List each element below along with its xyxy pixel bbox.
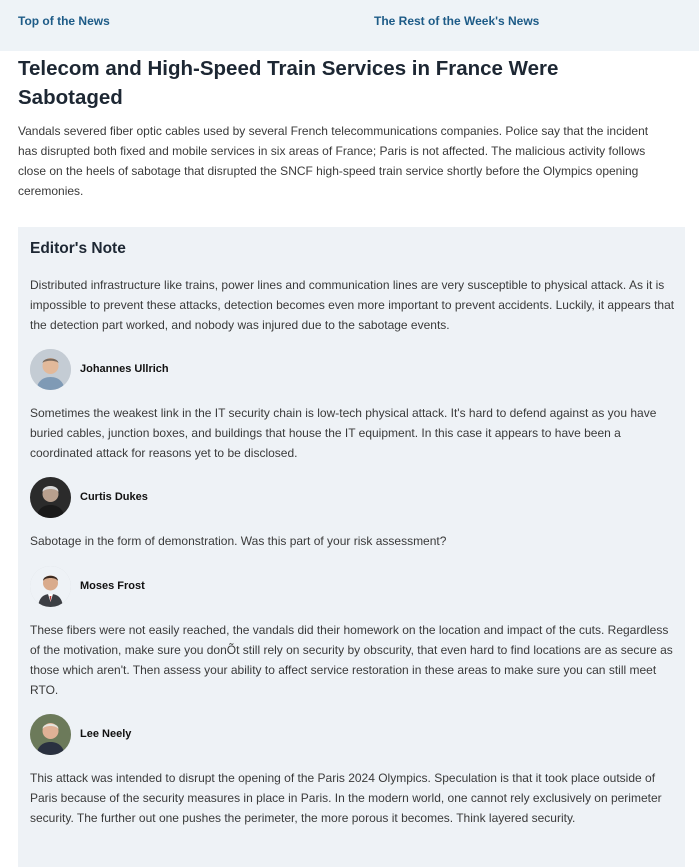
author-byline xyxy=(30,477,330,519)
comment-text: Distributed infrastructure like trains, power lines and communication lines are very susceptible to physical attack. As it is impossible to prevent these attacks, detection becomes even more important to prevent accidents. Luckily, it appears that the detection part worked, and nobody was injured due to the sabotage events. xyxy=(30,278,675,332)
author-byline xyxy=(30,349,330,391)
nav-link-top-of-the-news[interactable]: Top of the News xyxy=(18,14,110,28)
avatar xyxy=(30,566,71,607)
editors-note-heading: Editor's Note xyxy=(30,240,126,257)
comment-text: Sabotage in the form of demonstration. Was this part of your risk assessment? xyxy=(30,534,447,548)
author-name: Curtis Dukes xyxy=(80,491,148,503)
editors-note-panel xyxy=(18,227,685,867)
nav-link-rest-of-weeks-news[interactable]: The Rest of the Week's News xyxy=(374,14,540,28)
avatar xyxy=(30,349,71,390)
author-name: Lee Neely xyxy=(80,728,132,740)
comment-text: This attack was intended to disrupt the opening of the Paris 2024 Olympics. Speculation is that it took place outside of Paris because of the security measures in place in Paris. In the modern world, one cannot rely exclusively on perimeter security. The further out one pushes the perimeter, the more porous it becomes. Think layered security. xyxy=(30,771,662,825)
avatar xyxy=(30,477,71,518)
comment-text: These fibers were not easily reached, the vandals did their homework on the location and impact of the cuts. Regardless of the motivation, make sure you donÕt still rely on security by obscurity, that even hard to find locations are as secure as those which aren't. Then assess your ability to affect service restoration in these areas to make sure you can still meet RTO. xyxy=(30,623,673,697)
avatar xyxy=(30,714,71,755)
top-navigation xyxy=(0,0,699,51)
article-summary: Vandals severed fiber optic cables used by several French telecommunications companies. Police say that the incident has disrupted both fixed and mobile services in six areas of France; Paris is not affected. The malicious activity follows close on the heels of sabotage that disrupted the SNCF high-speed train service shortly before the Olympics opening ceremonies. xyxy=(18,124,649,198)
article-title: Telecom and High-Speed Train Services in France Were Sabotaged xyxy=(18,57,559,109)
author-byline xyxy=(30,566,330,608)
author-name: Johannes Ullrich xyxy=(80,363,169,375)
author-byline xyxy=(30,714,330,756)
author-name: Moses Frost xyxy=(80,580,145,592)
comment-text: Sometimes the weakest link in the IT security chain is low-tech physical attack. It's hard to defend against as you have buried cables, junction boxes, and buildings that house the IT equipment. In this case it appears to have been a coordinated attack for reasons yet to be disclosed. xyxy=(30,406,657,460)
